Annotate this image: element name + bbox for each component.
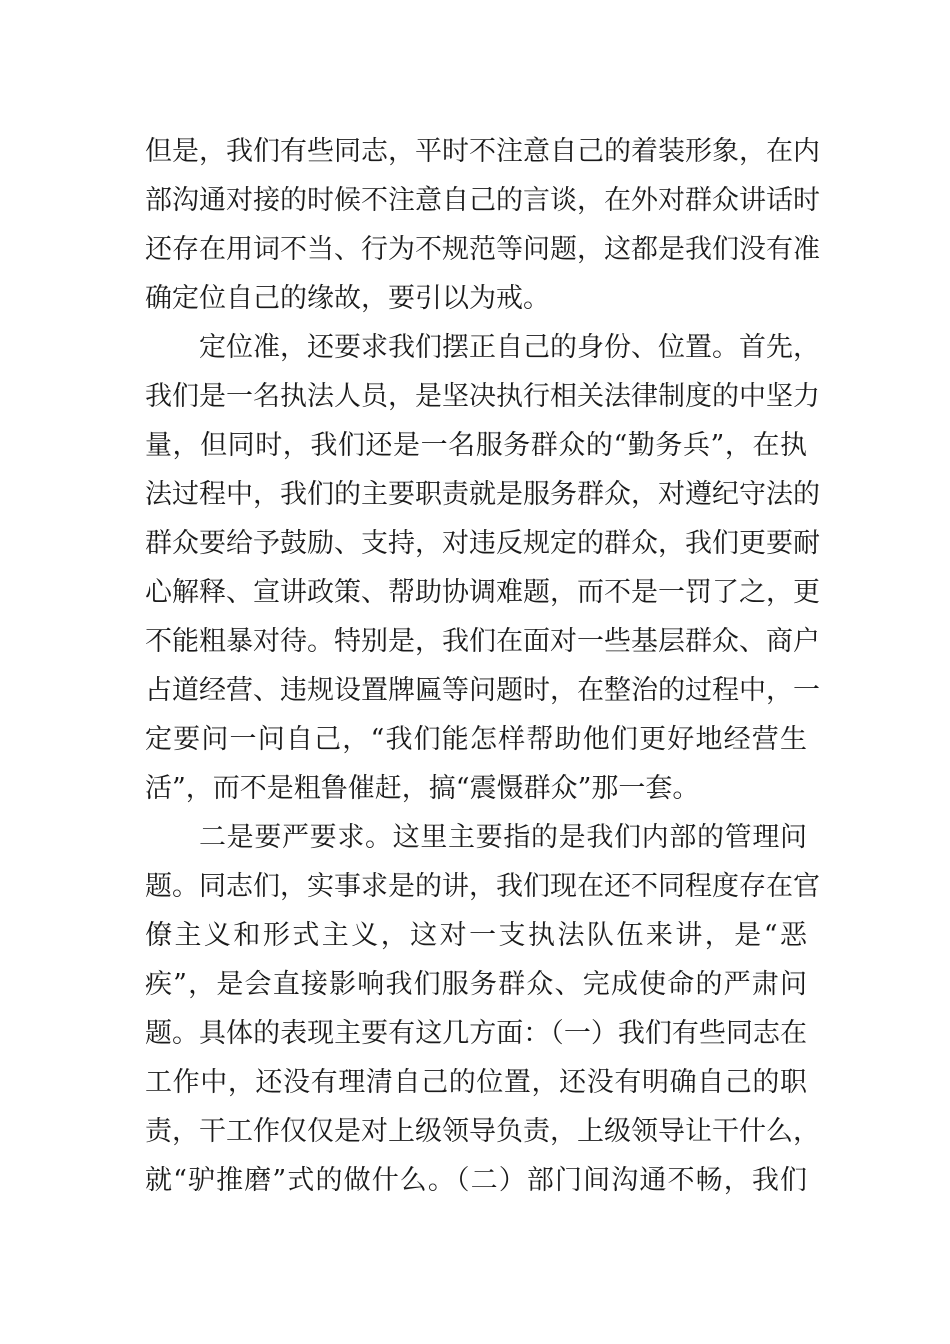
- text-line: 责，干工作仅仅是对上级领导负责，上级领导让干什么，: [145, 1116, 820, 1147]
- text-line: 题。同志们，实事求是的讲，我们现在还不同程度存在官: [145, 871, 820, 902]
- text-line: 部沟通对接的时候不注意自己的言谈，在外对群众讲话时: [145, 185, 820, 216]
- text-line: 不能粗暴对待。特别是，我们在面对一些基层群众、商户: [145, 626, 820, 657]
- text-line: 题。具体的表现主要有这几方面：（一）我们有些同志在: [145, 1018, 807, 1049]
- text-line: 我们是一名执法人员，是坚决执行相关法律制度的中坚力: [145, 381, 820, 412]
- text-line: 就“驴推磨”式的做什么。（二）部门间沟通不畅，我们: [145, 1165, 807, 1196]
- text-line: 定要问一问自己，“我们能怎样帮助他们更好地经营生: [145, 724, 807, 755]
- text-line: 占道经营、违规设置牌匾等问题时，在整治的过程中，一: [145, 675, 820, 706]
- text-line: 工作中，还没有理清自己的位置，还没有明确自己的职: [145, 1067, 807, 1098]
- text-line: 法过程中，我们的主要职责就是服务群众，对遵纪守法的: [145, 479, 820, 510]
- text-line: 心解释、宣讲政策、帮助协调难题，而不是一罚了之，更: [145, 577, 820, 608]
- text-line: 但是，我们有些同志，平时不注意自己的着装形象，在内: [145, 136, 820, 167]
- text-line: 量，但同时，我们还是一名服务群众的“勤务兵”，在执: [145, 430, 807, 461]
- text-line: 还存在用词不当、行为不规范等问题，这都是我们没有准: [145, 234, 820, 265]
- text-line: 疾”，是会直接影响我们服务群众、完成使命的严肃问: [145, 969, 807, 1000]
- text-line: 僚主义和形式主义，这对一支执法队伍来讲，是“恶: [145, 920, 807, 951]
- text-line: 活”，而不是粗鲁催赶，搞“震慑群众”那一套。: [145, 773, 700, 804]
- text-line: 群众要给予鼓励、支持，对违反规定的群众，我们更要耐: [145, 528, 820, 559]
- paragraph-first-line: 定位准，还要求我们摆正自己的身份、位置。首先，: [199, 332, 820, 363]
- paragraph-first-line: 二是要严要求。这里主要指的是我们内部的管理问: [199, 822, 807, 853]
- text-line: 确定位自己的缘故，要引以为戒。: [145, 283, 550, 314]
